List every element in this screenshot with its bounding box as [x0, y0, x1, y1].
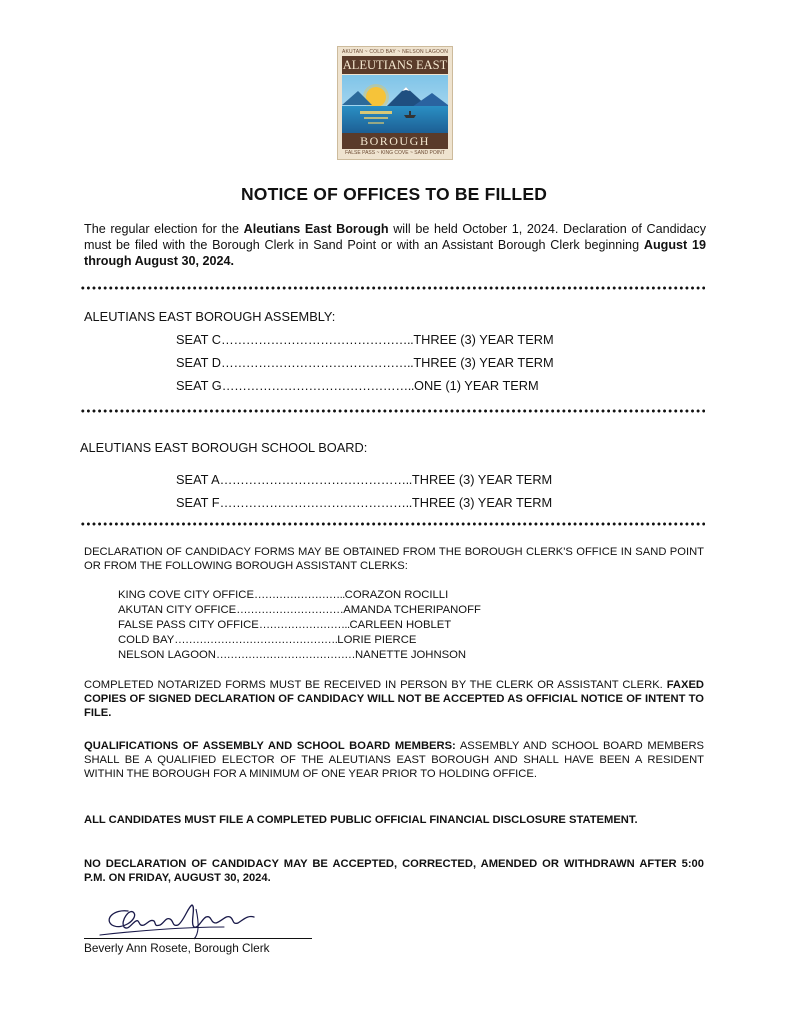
- clerk-name: AMANDA TCHERIPANOFF: [343, 604, 481, 616]
- qualifications-text: ASSEMBLY AND SCHOOL BOARD MEMBERS SHALL BE A QUALIFIED ELECTOR OF THE ALEUTIANS EAST BOROUGH AND SHALL HAVE BEEN A RESIDENT WITHIN THE BOROUGH FOR A MINIMUM OF ONE YEAR PRIOR TO HOLDING OFFICE.: [84, 740, 704, 780]
- seat-term: THREE (3) YEAR TERM: [413, 332, 554, 347]
- dot-leader: ………………………………………..: [219, 495, 412, 510]
- signer-name: Beverly Ann Rosete, Borough Clerk: [84, 941, 270, 955]
- clerk-office: COLD BAY: [118, 634, 175, 646]
- dot-leader: ………………………………………..: [219, 472, 412, 487]
- intro-text-2: will be held October 1, 2024. Declaration of Candidacy must be filed with the Borough Clerk in Sand Point or with an Assistant Borough Clerk beginning: [84, 222, 706, 252]
- seat-row: [176, 495, 552, 510]
- signature-image: [94, 897, 274, 941]
- dot-leader: …………………………: [236, 604, 344, 616]
- dotted-divider: [80, 286, 705, 290]
- dot-leader: ……………………………………….: [174, 634, 338, 646]
- qualifications-bold: QUALIFICATIONS OF ASSEMBLY AND SCHOOL BOARD MEMBERS:: [84, 740, 456, 752]
- intro-paragraph: [84, 221, 706, 269]
- notarized-paragraph: [84, 678, 704, 720]
- dotted-divider: [80, 522, 705, 526]
- seat-name: SEAT C: [176, 332, 222, 347]
- seat-name: SEAT A: [176, 472, 220, 487]
- logo-bottom-text: FALSE PASS ~ KING COVE ~ SAND POINT: [345, 150, 445, 156]
- clerk-name: CARLEEN HOBLET: [349, 619, 452, 631]
- clerk-name: CORAZON ROCILLI: [344, 589, 449, 601]
- signature-line: [84, 938, 312, 939]
- page-title: NOTICE OF OFFICES TO BE FILLED: [240, 184, 548, 204]
- intro-text-1: The regular election for the: [84, 222, 244, 236]
- seat-row: [176, 332, 554, 347]
- clerk-office: FALSE PASS CITY OFFICE: [118, 619, 259, 631]
- dot-leader: ………………………………………..: [221, 332, 414, 347]
- clerk-office: KING COVE CITY OFFICE: [118, 589, 254, 601]
- dot-leader: …………………………………: [215, 649, 355, 661]
- clerk-row: [118, 648, 466, 663]
- seat-term: THREE (3) YEAR TERM: [411, 472, 553, 487]
- clerk-row: [118, 618, 451, 633]
- dot-leader: ……………………..: [254, 589, 345, 601]
- dot-leader: ………………………………………..: [221, 355, 414, 370]
- seat-term: THREE (3) YEAR TERM: [411, 495, 553, 510]
- seat-row: [176, 378, 539, 393]
- qualifications-paragraph: [84, 739, 704, 781]
- clerk-name: NANETTE JOHNSON: [355, 649, 467, 661]
- assembly-heading: ALEUTIANS EAST BOROUGH ASSEMBLY:: [84, 309, 336, 324]
- seat-name: SEAT G: [176, 378, 222, 393]
- disclosure-paragraph: ALL CANDIDATES MUST FILE A COMPLETED PUBLIC OFFICIAL FINANCIAL DISCLOSURE STATEMENT.: [84, 814, 638, 826]
- notarized-bold: FAXED COPIES OF SIGNED DECLARATION OF CANDIDACY WILL NOT BE ACCEPTED AS OFFICIAL NOTICE OF INTENT TO FILE.: [84, 679, 704, 719]
- forms-paragraph: DECLARATION OF CANDIDACY FORMS MAY BE OBTAINED FROM THE BOROUGH CLERK'S OFFICE IN SAND POINT OR FROM THE FOLLOWING BOROUGH ASSISTANT CLERKS:: [84, 546, 704, 572]
- seat-row: [176, 472, 552, 487]
- clerk-row: [118, 633, 416, 648]
- intro-bold-2: August 19 through August 30, 2024.: [84, 238, 706, 268]
- clerk-row: [118, 588, 448, 603]
- clerk-office: NELSON LAGOON: [118, 649, 216, 661]
- intro-bold-1: Aleutians East Borough: [243, 222, 389, 236]
- notarized-text: COMPLETED NOTARIZED FORMS MUST BE RECEIVED IN PERSON BY THE CLERK OR ASSISTANT CLERK.: [84, 679, 667, 691]
- borough-logo: [337, 46, 453, 160]
- school-board-heading: ALEUTIANS EAST BOROUGH SCHOOL BOARD:: [80, 440, 368, 455]
- logo-title: ALEUTIANS EAST: [342, 58, 448, 72]
- dot-leader: ………………………………………..: [221, 378, 415, 393]
- deadline-paragraph: NO DECLARATION OF CANDIDACY MAY BE ACCEPTED, CORRECTED, AMENDED OR WITHDRAWN AFTER 5:00 P.M. ON FRIDAY, AUGUST 30, 2024.: [84, 858, 704, 884]
- seat-term: ONE (1) YEAR TERM: [414, 378, 539, 393]
- clerk-office: AKUTAN CITY OFFICE: [118, 604, 237, 616]
- clerk-row: [118, 603, 481, 618]
- seat-term: THREE (3) YEAR TERM: [413, 355, 554, 370]
- logo-top-text: AKUTAN ~ COLD BAY ~ NELSON LAGOON: [341, 49, 449, 55]
- dotted-divider: [80, 409, 705, 413]
- seat-name: SEAT D: [176, 355, 222, 370]
- seat-name: SEAT F: [176, 495, 220, 510]
- clerk-name: LORIE PIERCE: [337, 634, 417, 646]
- logo-landscape-icon: [342, 75, 448, 133]
- dot-leader: ……………………..: [258, 619, 350, 631]
- seat-row: [176, 355, 554, 370]
- logo-band: BOROUGH: [342, 133, 448, 149]
